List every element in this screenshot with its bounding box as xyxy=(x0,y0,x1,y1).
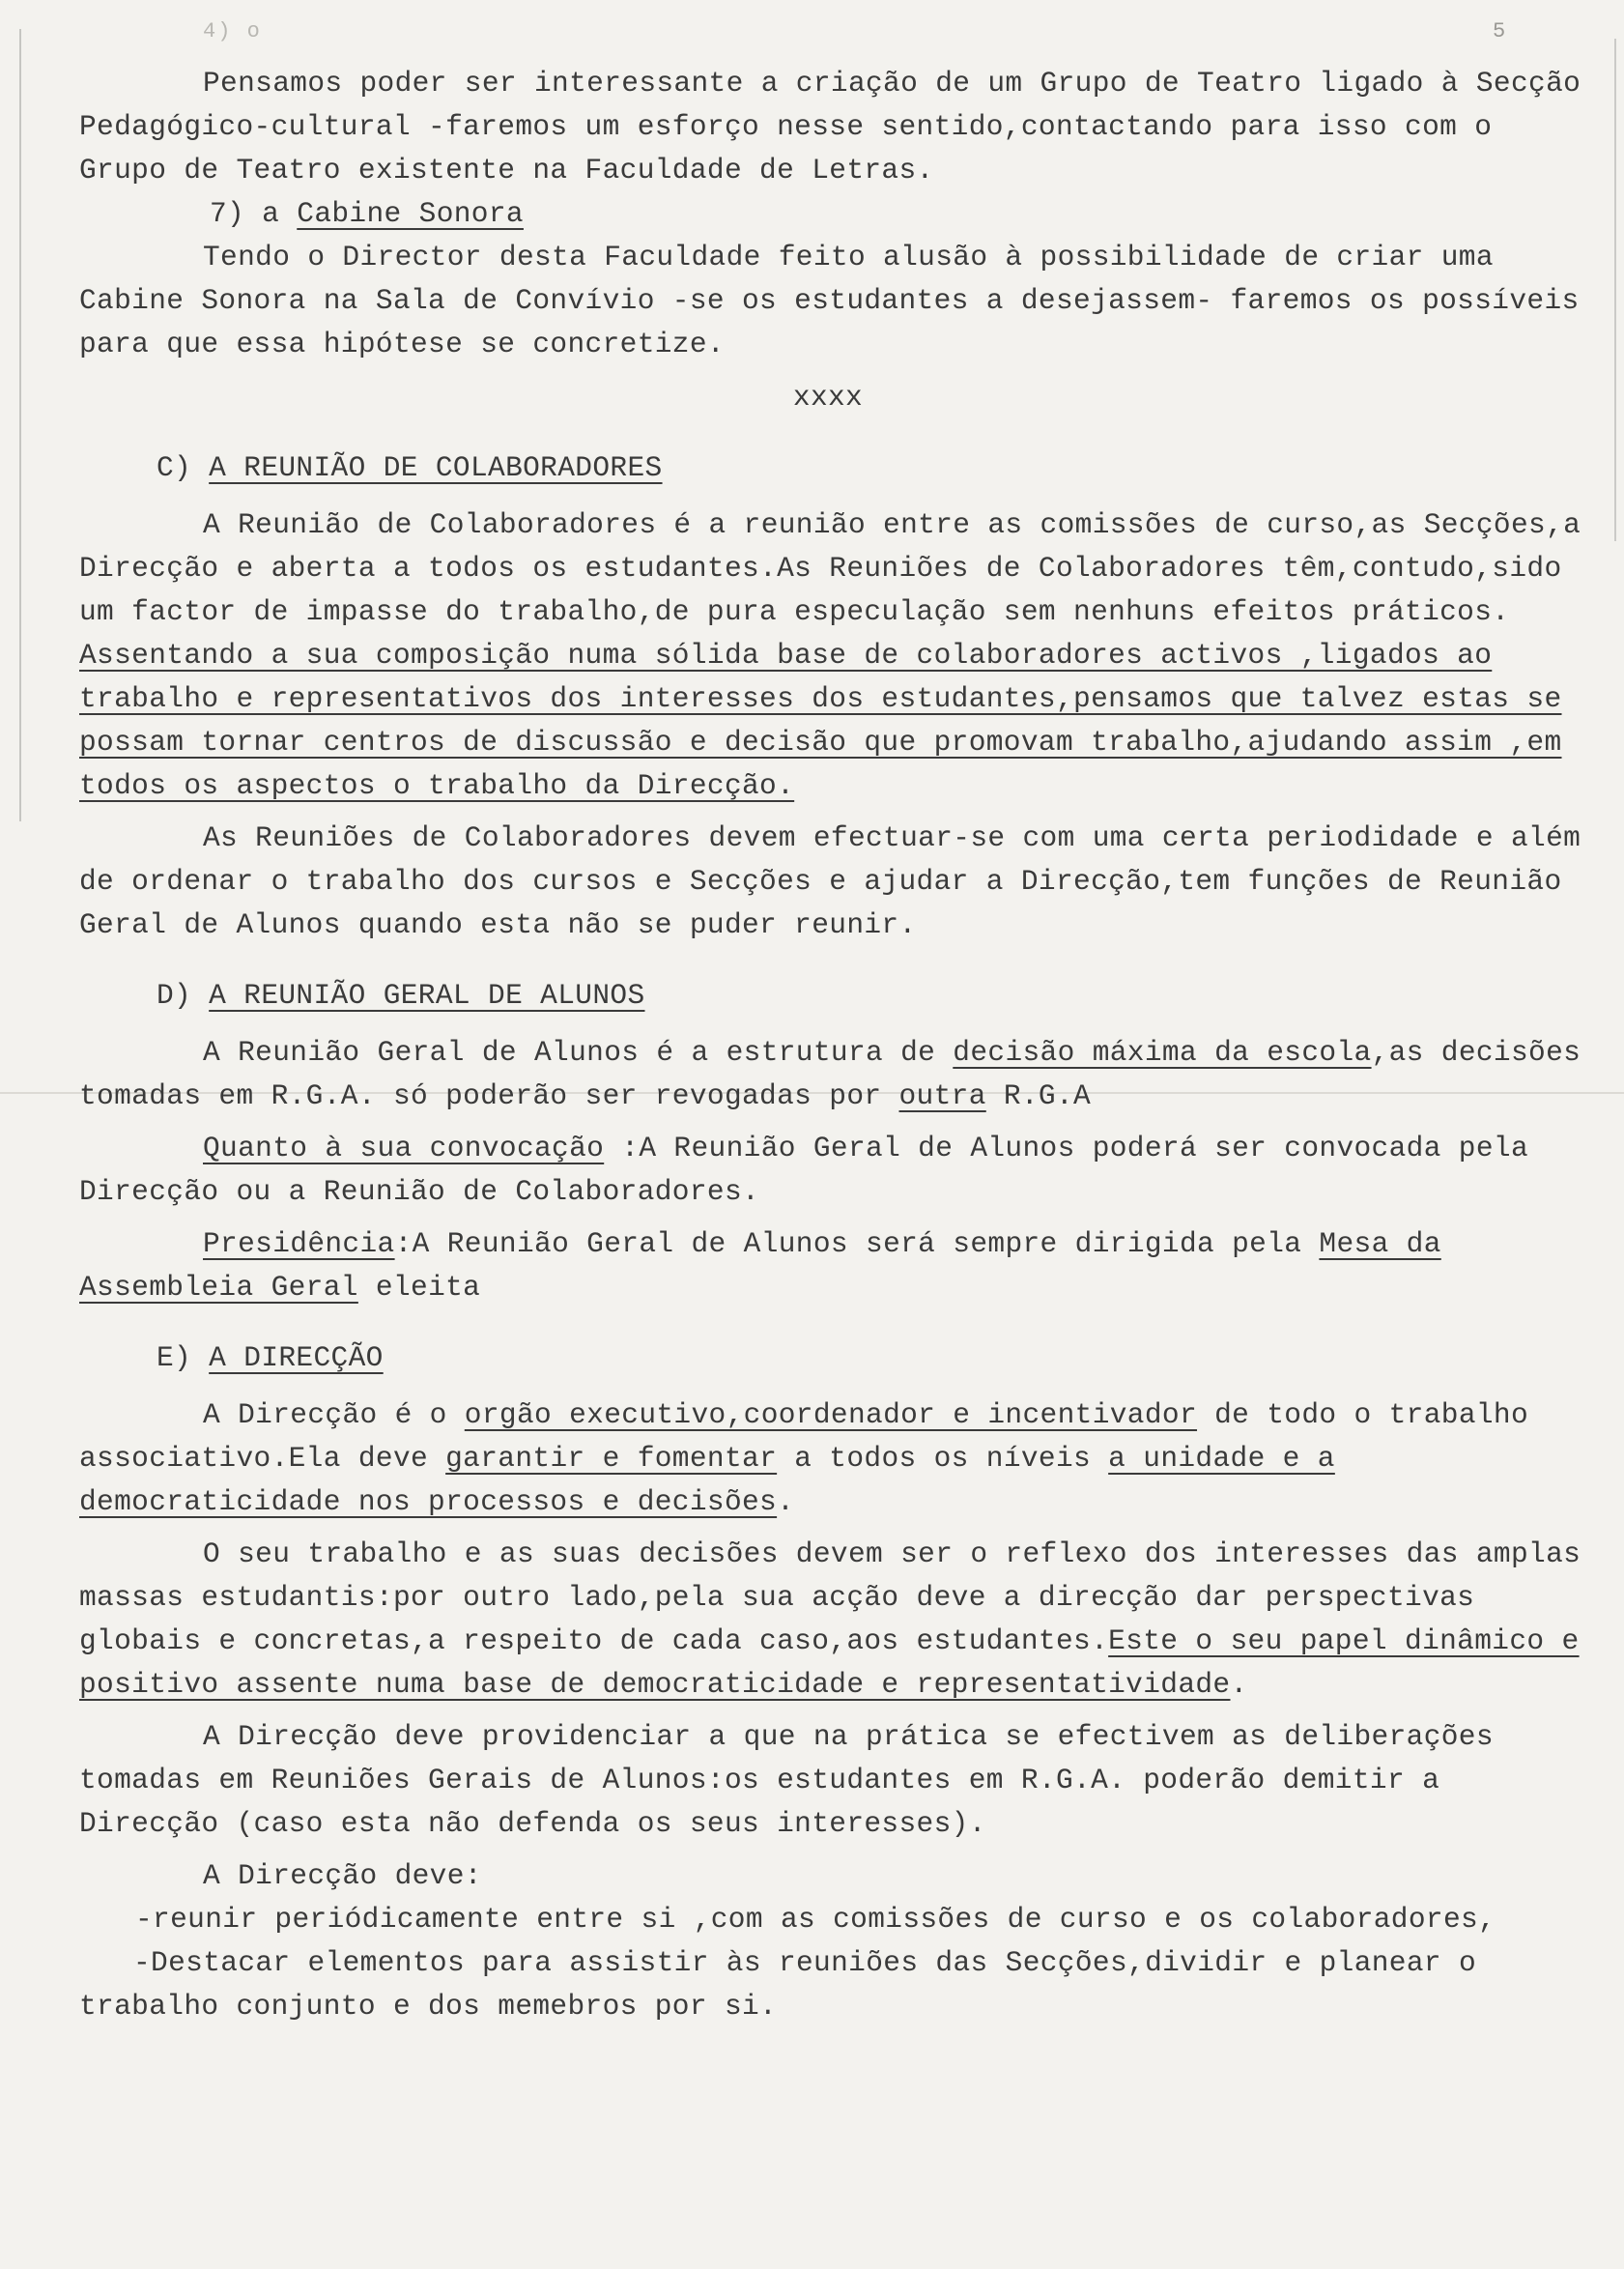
colaboradores-1-underlined: Assentando a sua composição numa sólida base de colaboradores activos ,ligados ao trabalho e representativos dos interesses dos estudantes,pensamos que talvez estas se possam tornar centros de discussão e decisão que promovam trabalho,ajudando assim ,em todos os aspectos o trabalho da Direcção. xyxy=(79,639,1562,802)
paragraph-teatro: Pensamos poder ser interessante a criação de um Grupo de Teatro ligado à Secção Pedagógico-cultural -faremos um esforço nesse sentido,contactando para isso com o Grupo de Teatro existente na Faculdade de Letras. xyxy=(79,67,1581,187)
direccao-1-a: A Direcção é o xyxy=(203,1398,465,1431)
section-separator: xxxx xyxy=(792,381,864,414)
direccao-2-a: O seu trabalho e as suas decisões devem ser o reflexo dos interesses das amplas massas estudantis:por outro lado,pela sua acção deve a direcção dar perspectivas globais e concretas,a respeito de cada caso,aos estudantes. xyxy=(79,1537,1581,1657)
direccao-1-unidade: a unidade e a democraticidade nos processos e decisões xyxy=(79,1442,1335,1518)
section-e-title: A DIRECÇÃO xyxy=(209,1341,384,1374)
colaboradores-1-text: A Reunião de Colaboradores é a reunião entre as comissões de curso,as Secções,a Direcção e aberta a todos os estudantes.As Reuniões de Colaboradores têm,contudo,sido um factor de impasse do trabalho,de pura especulação sem nenhuns efeitos práticos. xyxy=(79,508,1581,628)
direccao-1-e: a todos os níveis xyxy=(777,1442,1109,1475)
section-e-letter: E) xyxy=(157,1341,210,1374)
direccao-1-c: de todo o trabalho associativo.Ela deve xyxy=(79,1398,1529,1475)
paragraph-direccao-2 xyxy=(79,1533,1586,1707)
presidencia-text-a: :A Reunião Geral de Alunos será sempre dirigida pela xyxy=(394,1227,1320,1260)
section-e-heading xyxy=(79,1336,1586,1380)
paragraph-rga-convocacao xyxy=(79,1127,1586,1214)
convocacao-text: :A Reunião Geral de Alunos poderá ser convocada pela Direcção ou a Reunião de Colaboradores. xyxy=(79,1132,1529,1208)
presidencia-label: Presidência xyxy=(203,1227,395,1260)
paragraph-direccao-3: A Direcção deve providenciar a que na prática se efectivem as deliberações tomadas em Reuniões Gerais de Alunos:os estudantes em R.G.A. poderão demitir a Direcção (caso esta não defenda os seus interesses). xyxy=(79,1720,1494,1840)
direccao-1-g: . xyxy=(777,1485,795,1518)
section-d-heading xyxy=(79,974,1586,1018)
section-7-title: Cabine Sonora xyxy=(297,197,524,230)
rga-1-outra: outra xyxy=(898,1079,986,1112)
section-7-heading xyxy=(79,192,1586,236)
page-number: 5 xyxy=(1493,19,1506,43)
paragraph-colaboradores-2: As Reuniões de Colaboradores devem efectuar-se com uma certa periodidade e além de ordenar o trabalho dos cursos e Secções e ajudar a Direcção,tem funções de Reunião Geral de Alunos quando esta não se puder reunir. xyxy=(79,821,1581,941)
paragraph-rga-1 xyxy=(79,1031,1586,1118)
section-d-title: A REUNIÃO GERAL DE ALUNOS xyxy=(209,979,645,1012)
section-c-heading xyxy=(79,446,1586,490)
presidencia-text-c: eleita xyxy=(357,1271,481,1304)
rga-1-decisao-maxima: decisão máxima da escola xyxy=(953,1036,1372,1069)
section-d-letter: D) xyxy=(157,979,210,1012)
document-body xyxy=(79,62,1586,2028)
direccao-1-orgao: orgão executivo,coordenador e incentivador xyxy=(464,1398,1198,1431)
left-edge-shadow xyxy=(19,29,21,821)
direccao-1-garantir: garantir e fomentar xyxy=(445,1442,778,1475)
rga-1-text-e: R.G.A xyxy=(985,1079,1092,1112)
paragraph-rga-presidencia xyxy=(79,1222,1586,1309)
direccao-item-2: -Destacar elementos para assistir às reuniões das Secções,dividir e planear o trabalho conjunto e dos memebros por si. xyxy=(79,1946,1477,2023)
convocacao-label: Quanto à sua convocação xyxy=(203,1132,605,1164)
direccao-2-papel: Este o seu papel dinâmico e positivo assente numa base de democraticidade e representatividade xyxy=(79,1624,1580,1701)
paragraph-direccao-1 xyxy=(79,1393,1586,1524)
faded-top-marks: 4) o xyxy=(203,19,262,43)
direccao-item-1: -reunir periódicamente entre si ,com as comissões de curso e os colaboradores, xyxy=(135,1903,1496,1936)
rga-1-text-a: A Reunião Geral de Alunos é a estrutura de xyxy=(203,1036,954,1069)
direccao-deve-intro: A Direcção deve: xyxy=(203,1859,482,1892)
section-c-title: A REUNIÃO DE COLABORADORES xyxy=(209,451,663,484)
direccao-2-c: . xyxy=(1230,1668,1248,1701)
section-7-number: 7) a xyxy=(210,197,298,230)
right-edge-shadow xyxy=(1614,39,1616,541)
paragraph-colaboradores-1 xyxy=(79,503,1586,808)
section-c-letter: C) xyxy=(157,451,210,484)
paragraph-cabine-sonora: Tendo o Director desta Faculdade feito alusão à possibilidade de criar uma Cabine Sonora na Sala de Convívio -se os estudantes a desejassem- faremos os possíveis para que essa hipótese se concretize. xyxy=(79,241,1580,360)
presidencia-mesa: Mesa da Assembleia Geral xyxy=(79,1227,1441,1304)
rga-1-text-c: ,as decisões tomadas em R.G.A. só poderão ser revogadas por xyxy=(79,1036,1581,1112)
